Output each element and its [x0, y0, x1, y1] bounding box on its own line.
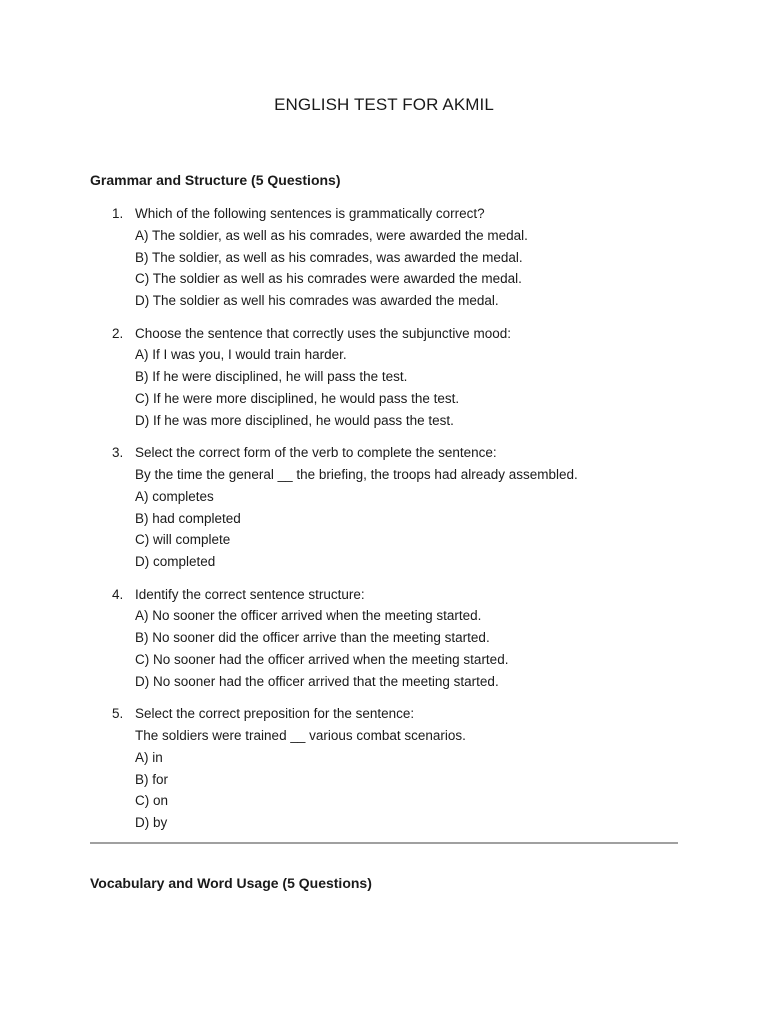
answer-option-c: C) on — [135, 793, 169, 809]
question-prompt: Which of the following sentences is grammatically correct? — [135, 206, 485, 221]
answer-option-d: D) No sooner had the officer arrived that the meeting started. — [135, 673, 499, 689]
answer-option-c: C) If he were more disciplined, he would pass the test. — [135, 390, 460, 406]
answer-option-d: D) by — [135, 815, 168, 831]
question-3 — [90, 442, 710, 573]
answer-option-d: D) If he was more disciplined, he would pass the test. — [135, 412, 454, 428]
question-list — [90, 203, 710, 844]
answer-option-d: D) completed — [135, 554, 216, 570]
question-4 — [90, 584, 710, 693]
answer-option-a: A) completes — [135, 488, 214, 504]
answer-option-b: B) for — [135, 771, 169, 787]
question-stem: The soldiers were trained __ various combat scenarios. — [135, 727, 466, 743]
document-title: ENGLISH TEST FOR AKMIL — [274, 95, 494, 114]
question-prompt: Identify the correct sentence structure: — [135, 586, 365, 602]
answer-option-b: B) had completed — [135, 510, 241, 526]
question-prompt: Select the correct form of the verb to complete the sentence: — [135, 445, 497, 461]
section-heading-vocabulary: Vocabulary and Word Usage (5 Questions) — [90, 875, 372, 891]
question-number: 4. — [112, 586, 124, 602]
answer-option-a: A) If I was you, I would train harder. — [135, 347, 347, 363]
question-2 — [90, 323, 710, 432]
question-number: 2. — [112, 325, 124, 341]
question-number: 1. — [112, 206, 124, 221]
question-number: 3. — [112, 445, 124, 461]
answer-option-b: B) No sooner did the officer arrive than the meeting started. — [135, 630, 490, 646]
answer-option-d: D) The soldier as well his comrades was awarded the medal. — [135, 293, 499, 309]
answer-option-a: A) No sooner the officer arrived when the meeting started. — [135, 608, 482, 624]
question-number: 5. — [112, 706, 124, 722]
answer-option-a: A) in — [135, 749, 163, 765]
answer-option-b: B) The soldier, as well as his comrades, was awarded the medal. — [135, 249, 523, 265]
question-5 — [90, 703, 710, 834]
question-stem: By the time the general __ the briefing, the troops had already assembled. — [135, 466, 578, 482]
question-1 — [90, 203, 710, 312]
question-prompt: Choose the sentence that correctly uses the subjunctive mood: — [135, 325, 511, 341]
answer-option-b: B) If he were disciplined, he will pass the test. — [135, 369, 408, 385]
answer-option-a: A) The soldier, as well as his comrades, were awarded the medal. — [135, 227, 528, 243]
horizontal-divider — [90, 842, 678, 844]
answer-option-c: C) The soldier as well as his comrades were awarded the medal. — [135, 271, 522, 287]
answer-option-c: C) will complete — [135, 532, 231, 548]
question-prompt: Select the correct preposition for the sentence: — [135, 706, 415, 722]
section-heading-grammar: Grammar and Structure (5 Questions) — [90, 172, 341, 188]
answer-option-c: C) No sooner had the officer arrived when the meeting started. — [135, 651, 509, 667]
